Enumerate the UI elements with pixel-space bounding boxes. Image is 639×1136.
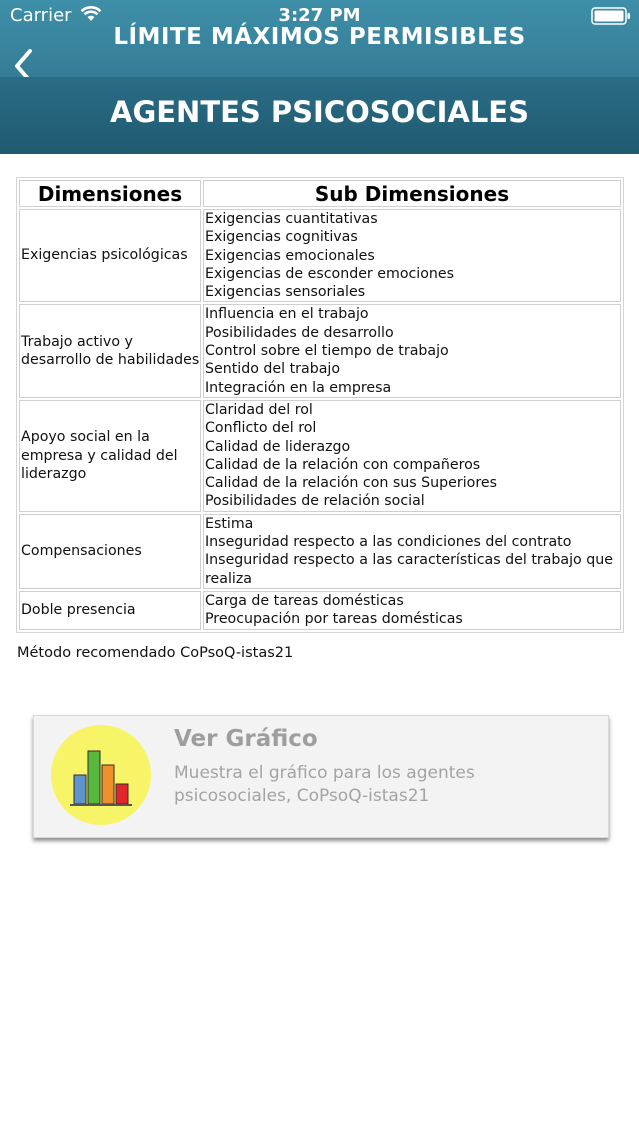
subdimension-item: Posibilidades de relación social — [205, 493, 425, 510]
subdimension-item: Control sobre el tiempo de trabajo — [205, 343, 449, 360]
subdimension-item: Inseguridad respecto a las características del trabajo que realiza — [205, 552, 613, 587]
subdimension-item: Inseguridad respecto a las condiciones del contrato — [205, 534, 572, 551]
subdimension-cell — [203, 400, 621, 512]
section-banner — [0, 77, 639, 154]
subdimension-item: Calidad de la relación con sus Superiores — [205, 475, 497, 492]
column-header-sub-dimensiones: Sub Dimensiones — [203, 180, 621, 207]
subdimension-item: Integración en la empresa — [205, 379, 392, 396]
subdimension-item: Sentido del trabajo — [205, 361, 341, 378]
dimension-cell: Doble presencia — [19, 591, 201, 630]
battery-icon — [591, 7, 631, 25]
subdimension-item: Exigencias emocionales — [205, 247, 375, 264]
subdimension-cell — [203, 304, 621, 397]
subdimension-item: Exigencias cuantitativas — [205, 211, 378, 227]
method-note: Método recomendado CoPsoQ-istas21 — [17, 645, 294, 661]
subdimension-cell — [203, 209, 621, 302]
column-header-dimensiones: Dimensiones — [19, 180, 201, 207]
bar-chart-icon — [50, 724, 152, 826]
dimension-cell: Apoyo social en la empresa y calidad del liderazgo — [19, 400, 201, 512]
subdimension-item: Exigencias cognitivas — [205, 229, 358, 246]
carrier-label: Carrier — [10, 5, 72, 26]
view-chart-button[interactable] — [33, 715, 609, 838]
subdimension-item: Preocupación por tareas domésticas — [205, 611, 463, 628]
subdimension-cell — [203, 514, 621, 589]
subdimension-item: Exigencias de esconder emociones — [205, 265, 455, 282]
subdimension-cell — [203, 591, 621, 630]
section-title: AGENTES PSICOSOCIALES — [110, 95, 529, 129]
dimension-cell: Compensaciones — [19, 514, 201, 589]
table-header-row — [19, 180, 621, 207]
subdimension-item: Estima — [205, 515, 254, 532]
subdimension-item: Claridad del rol — [205, 401, 313, 418]
dimension-cell: Exigencias psicológicas — [19, 209, 201, 302]
nav-title: LÍMITE MÁXIMOS PERMISIBLES — [113, 24, 526, 50]
status-time: 3:27 PM — [278, 5, 361, 26]
nav-bar — [0, 0, 639, 77]
table-row — [19, 209, 621, 302]
table-row — [19, 304, 621, 397]
dimension-cell: Trabajo activo y desarrollo de habilidades — [19, 304, 201, 397]
card-title: Ver Gráfico — [174, 726, 318, 752]
table-row — [19, 514, 621, 589]
dimensions-table — [16, 177, 624, 633]
card-description: Muestra el gráfico para los agentes psicosociales, CoPsoQ-istas21 — [174, 763, 475, 806]
subdimension-item: Calidad de la relación con compañeros — [205, 456, 481, 473]
subdimension-item: Exigencias sensoriales — [205, 284, 366, 301]
subdimension-item: Calidad de liderazgo — [205, 438, 351, 455]
subdimension-item: Posibilidades de desarrollo — [205, 324, 394, 341]
table-row — [19, 591, 621, 630]
subdimension-item: Conflicto del rol — [205, 420, 317, 437]
table-row — [19, 400, 621, 512]
subdimension-item: Influencia en el trabajo — [205, 306, 369, 323]
subdimension-item: Carga de tareas domésticas — [205, 592, 404, 609]
